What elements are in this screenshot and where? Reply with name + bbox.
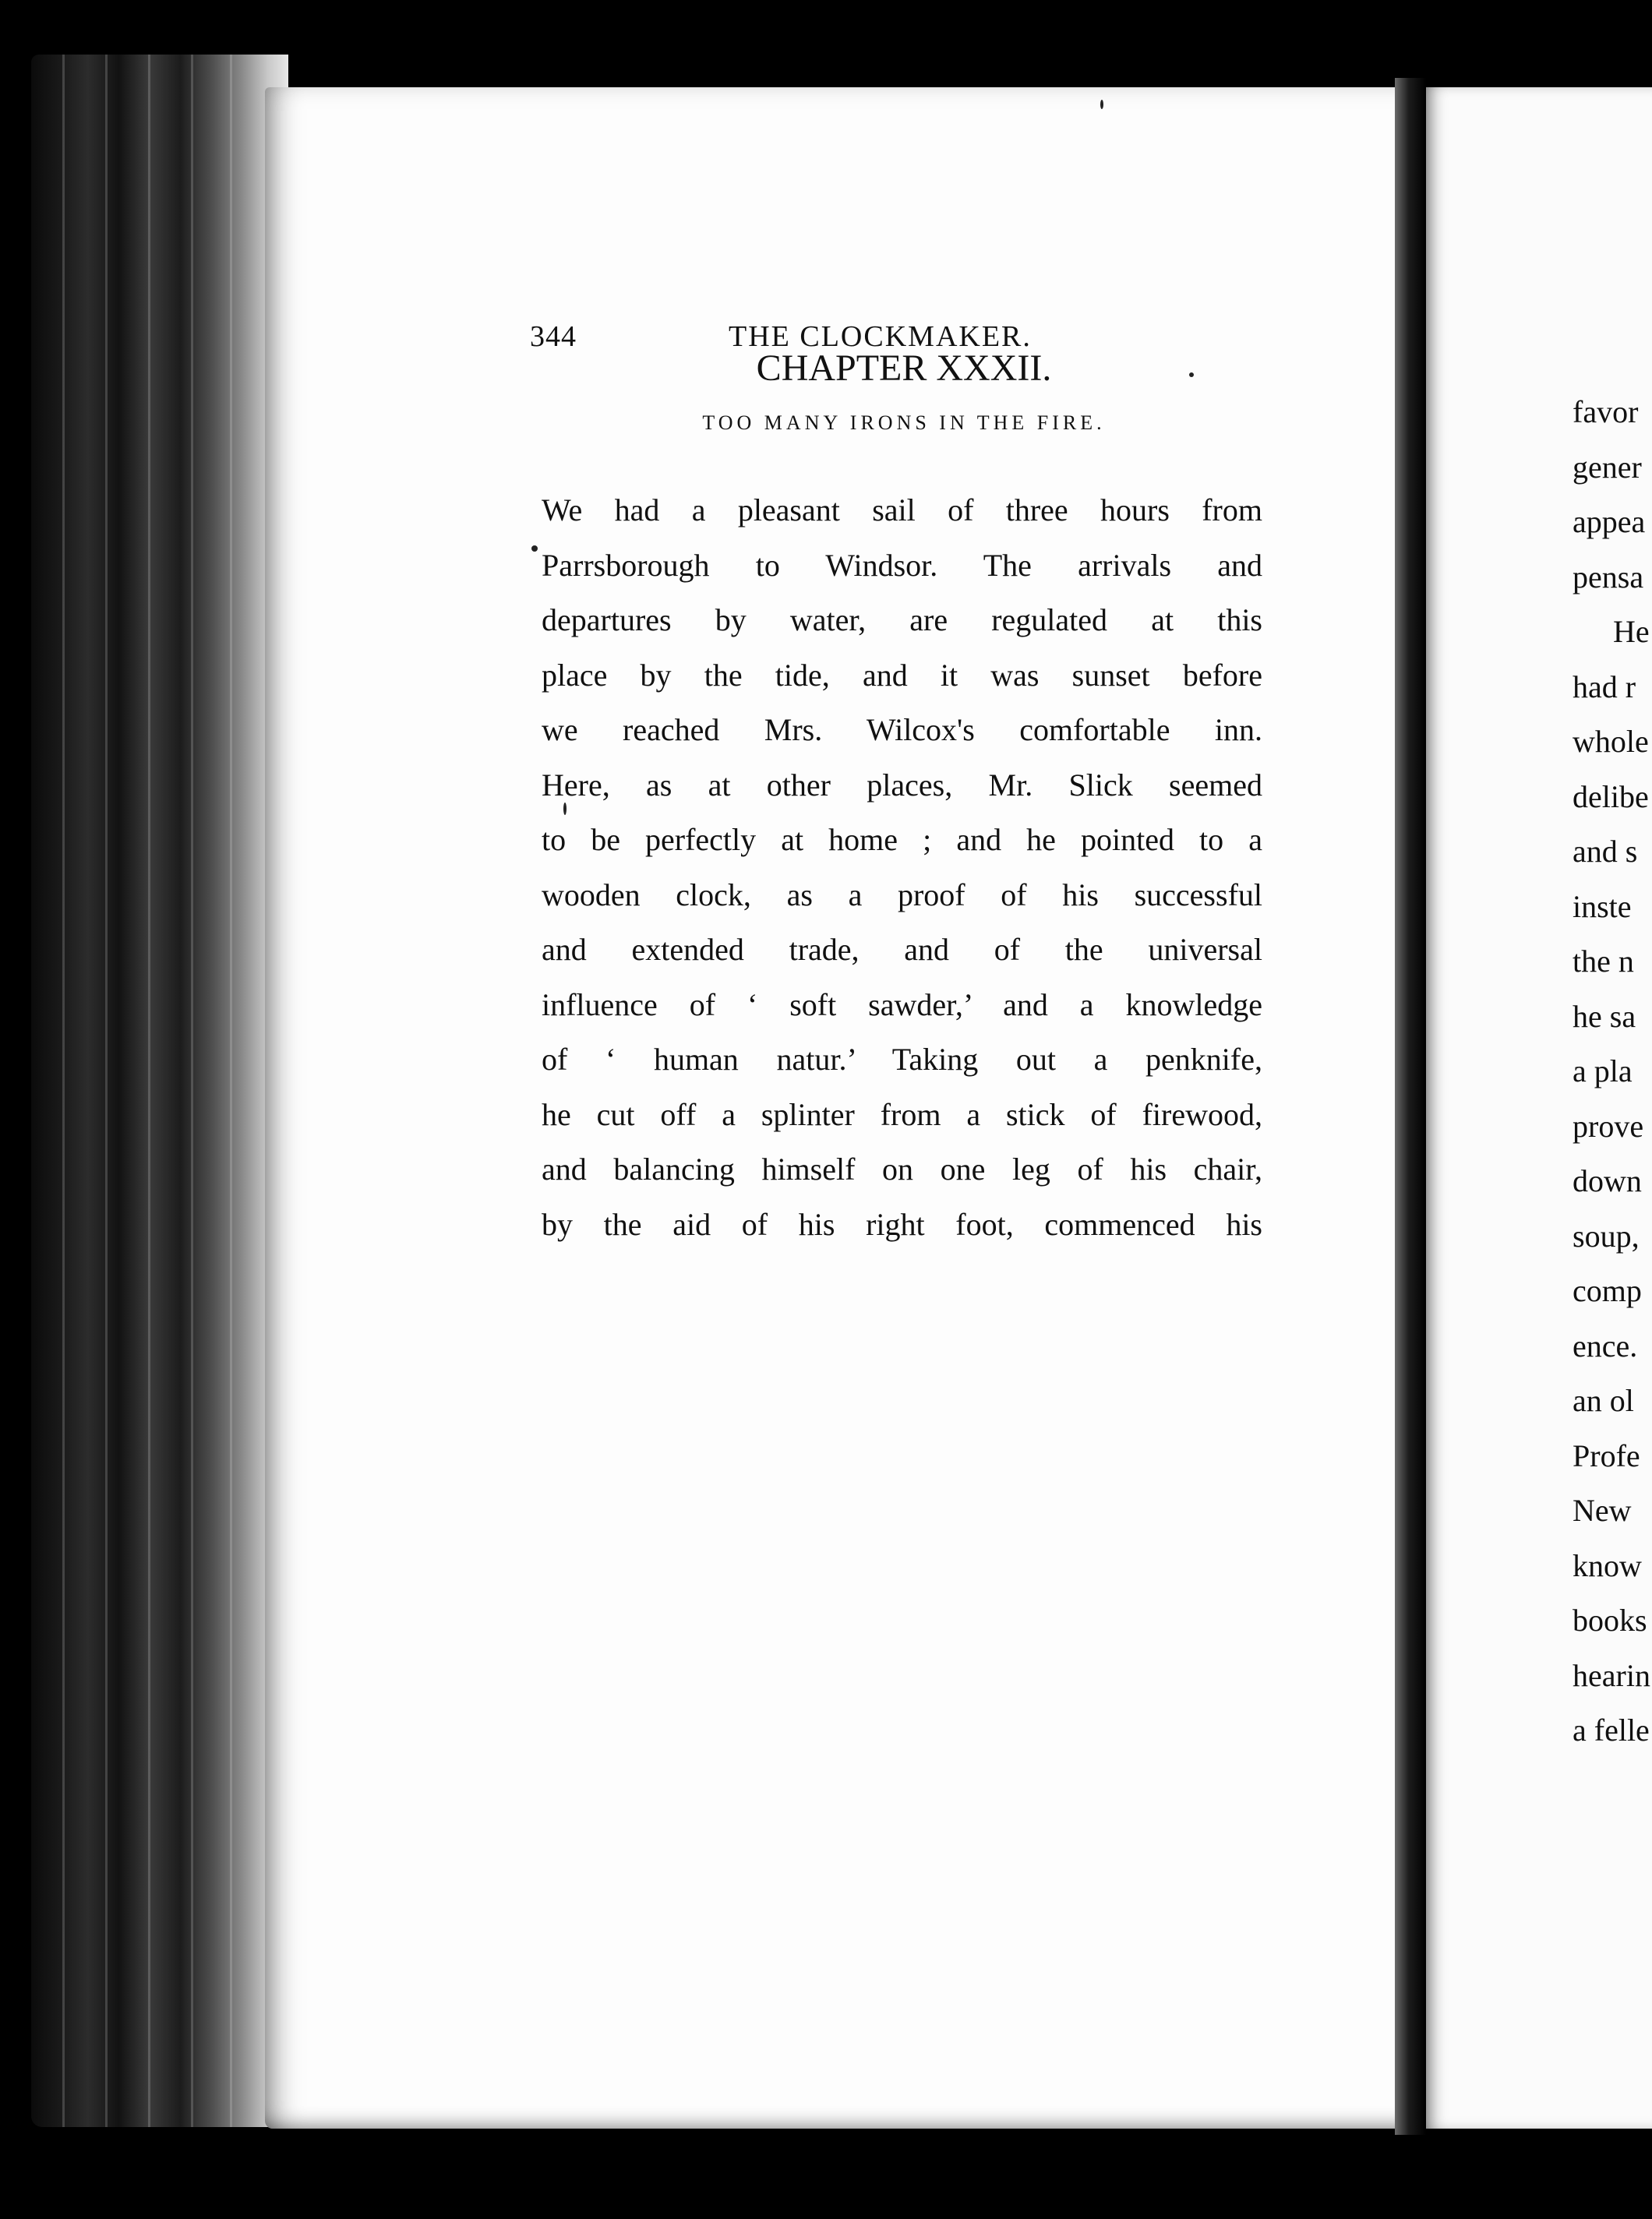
text-line-fragment: prove	[1573, 1108, 1644, 1144]
chapter-subtitle: TOO MANY IRONS IN THE FIRE.	[702, 411, 1106, 434]
text-line: and extended trade, and of the universal	[542, 932, 1262, 967]
text-line-fragment: know	[1573, 1547, 1642, 1583]
text-line-fragment: ence.	[1573, 1328, 1638, 1364]
text-line: of ‘ human natur.’ Taking out a penknife,	[542, 1042, 1262, 1077]
text-line-fragment: favor	[1573, 394, 1639, 429]
text-line-fragment: gener	[1573, 449, 1642, 485]
page-number: 344	[530, 320, 577, 353]
book-fore-edge	[31, 55, 288, 2127]
text-line-fragment: Profe	[1573, 1438, 1640, 1473]
text-line: by the aid of his right foot, commenced his	[542, 1206, 1262, 1242]
text-line-fragment: appea	[1573, 504, 1646, 539]
scan-speck	[1100, 100, 1103, 109]
running-title: THE CLOCKMAKER.	[729, 320, 1032, 353]
text-line-fragment: whole	[1573, 724, 1649, 759]
text-line: to be perfectly at home ; and he pointed to a	[542, 822, 1262, 857]
text-line-fragment: delibe	[1573, 778, 1649, 814]
text-line-fragment: the n	[1573, 944, 1634, 979]
text-line: place by the tide, and it was sunset before	[542, 657, 1262, 693]
text-line: we reached Mrs. Wilcox's comfortable inn.	[542, 712, 1262, 747]
text-line-fragment: and s	[1573, 834, 1638, 869]
text-line-fragment: New	[1573, 1493, 1632, 1528]
text-line-fragment: He	[1613, 614, 1650, 649]
text-line-fragment: down	[1573, 1163, 1642, 1198]
text-line-fragment: pensa	[1573, 559, 1644, 594]
text-line-fragment: soup,	[1573, 1218, 1640, 1254]
text-line-fragment: books	[1573, 1603, 1647, 1638]
text-line-fragment: inste	[1573, 888, 1632, 924]
text-line: he cut off a splinter from a stick of firewood,	[542, 1096, 1262, 1132]
body-paragraph	[542, 483, 1262, 1252]
text-line-fragment: hearin	[1573, 1657, 1650, 1693]
text-line: Parrsborough to Windsor. The arrivals and	[542, 547, 1262, 583]
text-line-fragment: had r	[1573, 669, 1636, 704]
text-line: and balancing himself on one leg of his chair,	[542, 1152, 1262, 1187]
text-line: Here, as at other places, Mr. Slick seemed	[542, 767, 1262, 803]
text-line-fragment: an ol	[1573, 1383, 1634, 1418]
text-line: influence of ‘ soft sawder,’ and a knowledge	[542, 986, 1262, 1022]
text-line: departures by water, are regulated at this	[542, 602, 1262, 637]
text-line-fragment: a pla	[1573, 1053, 1633, 1088]
text-line-fragment: a felle	[1573, 1713, 1650, 1748]
scan-speck	[1189, 372, 1194, 377]
text-line: We had a pleasant sail of three hours from	[542, 492, 1262, 527]
scan-speck	[531, 545, 538, 552]
text-line-fragment: he sa	[1573, 998, 1636, 1034]
chapter-title: CHAPTER XXXII.	[756, 347, 1052, 389]
book-gutter	[1395, 78, 1426, 2135]
right-page-text	[1573, 385, 1652, 1759]
scan-speck	[563, 803, 567, 815]
text-line-fragment: comp	[1573, 1273, 1642, 1308]
text-line: wooden clock, as a proof of his successful	[542, 877, 1262, 912]
